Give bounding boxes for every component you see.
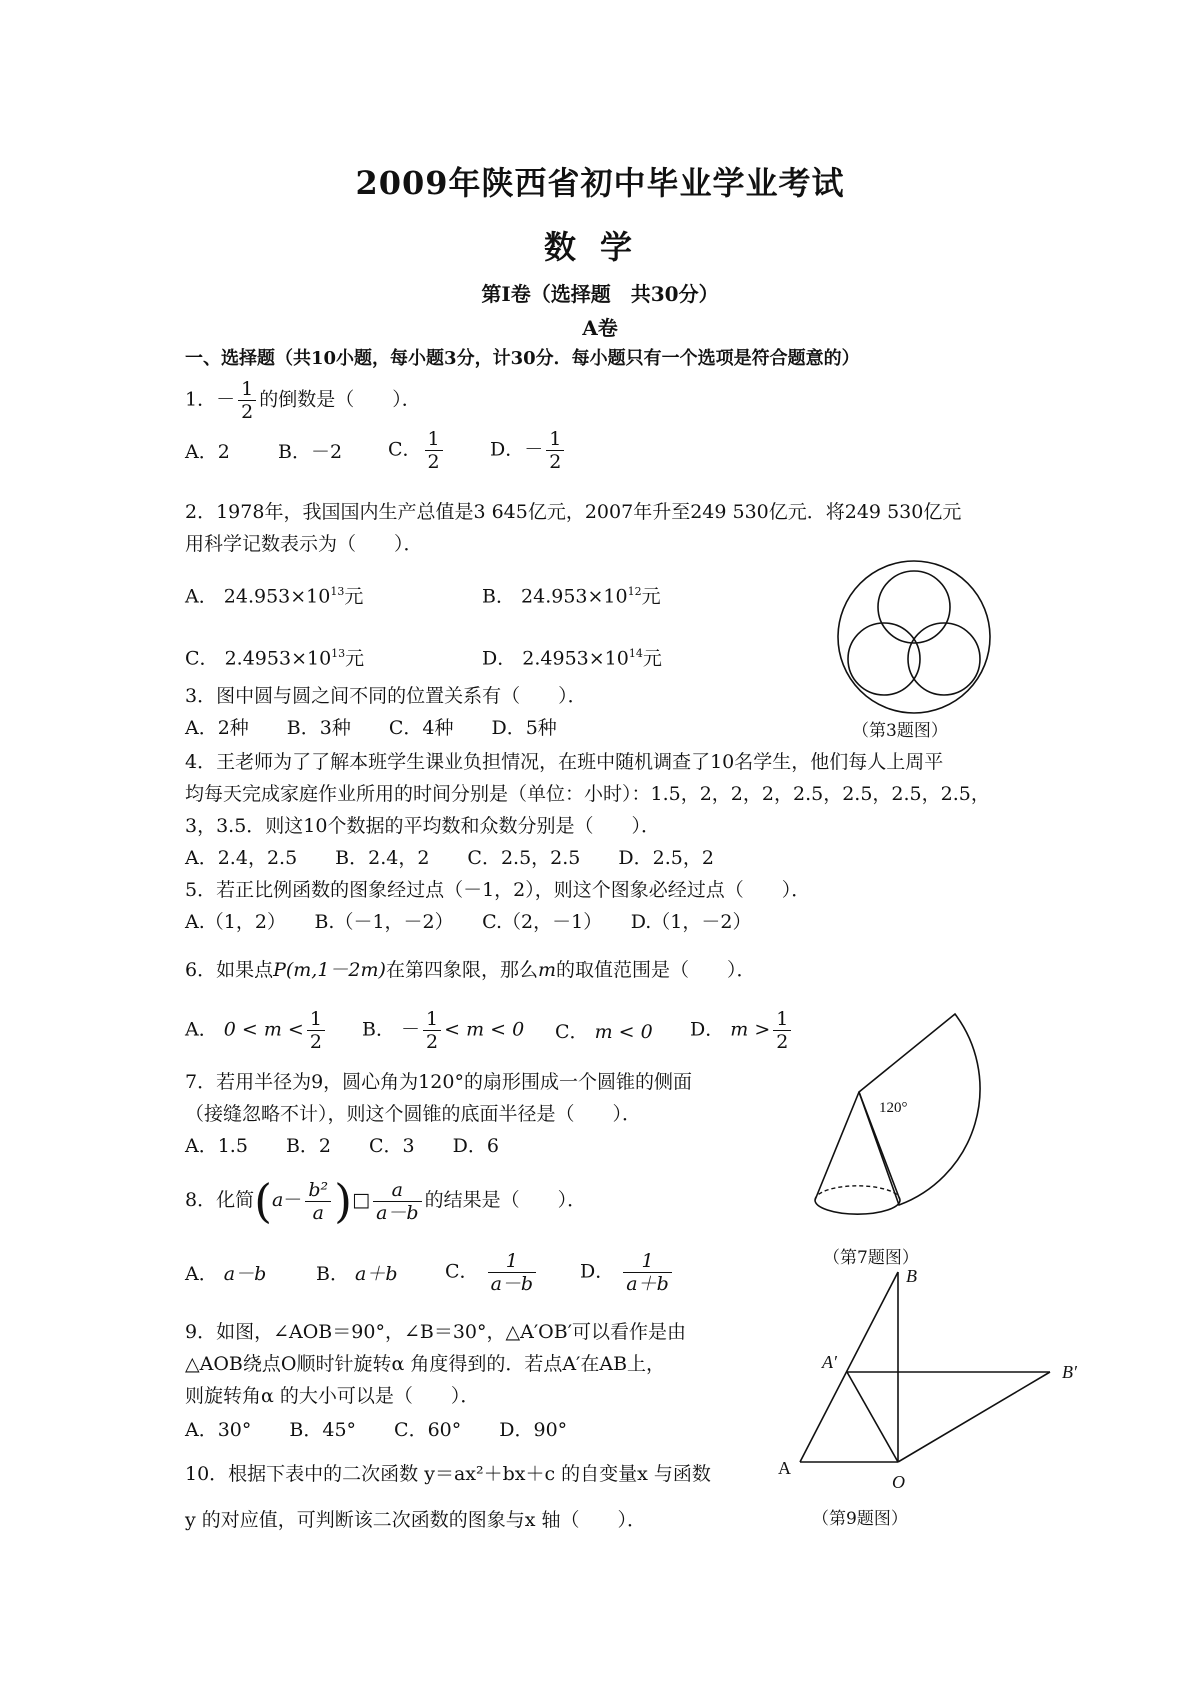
question-4-line-3: 3，3.5．则这10个数据的平均数和众数分别是（ ）．	[185, 815, 660, 837]
operator-glyph: □	[352, 1189, 371, 1211]
question-number: 1．	[185, 388, 217, 411]
question-8-option-a: A． a－b	[185, 1263, 267, 1285]
question-10-line-2: y 的对应值，可判断该二次函数的图象与x 轴（ ）．	[185, 1509, 647, 1531]
question-7-line-2: （接缝忽略不计），则这个圆锥的底面半径是（ ）．	[185, 1103, 642, 1125]
question-2-option-b: B． $24.953\times 10^{12}$元	[482, 585, 661, 608]
angle-label: 120°	[879, 1100, 908, 1116]
question-9-line-2: △AOB绕点O顺时针旋转α 角度得到的．若点A′在AB上，	[185, 1353, 666, 1375]
question-8-option-c: C． $\frac{1}{a-b}$	[445, 1250, 539, 1295]
question-1-option-a: A．2	[185, 441, 230, 463]
sector	[859, 1014, 980, 1205]
figure-q9-caption: （第9题图）	[812, 1509, 908, 1529]
question-9-line-1: 9．如图，∠AOB＝90°，∠B＝30°，△A′OB′可以看作是由	[185, 1321, 687, 1343]
question-8-option-d: D． $\frac{1}{a+b}$	[580, 1250, 675, 1295]
point-expression: P(m,1－2m)	[273, 959, 386, 981]
question-4-line-2: 均每天完成家庭作业所用的时间分别是（单位：小时）：1.5，2，2，2，2.5，2.5，2.5，2.5，	[185, 783, 990, 805]
cone-base-back	[815, 1186, 900, 1200]
segment-O-B-prime	[898, 1372, 1050, 1462]
question-2-line-2: 用科学记数表示为（ ）．	[185, 533, 423, 555]
figure-q9-triangles	[770, 1262, 1110, 1502]
section-heading: 一、选择题（共10小题，每小题3分，计30分．每小题只有一个选项是符合题意的）	[185, 348, 860, 369]
question-2-option-a: A． $24.953\times 10^{13}$元	[185, 585, 364, 608]
label-A-prime: A′	[822, 1352, 837, 1372]
question-7-line-1: 7．若用半径为9，圆心角为120°的扇形围成一个圆锥的侧面	[185, 1071, 692, 1093]
label-B: B	[906, 1266, 917, 1286]
question-3-options: A．2种 B．3种 C．4种 D．5种	[185, 717, 557, 739]
minus-sign: －	[216, 388, 236, 411]
segment-A-prime-O	[847, 1372, 898, 1462]
question-3: 3．图中圆与圆之间不同的位置关系有（ ）．	[185, 685, 587, 707]
question-10-line-1: 10．根据下表中的二次函数 y＝ax²＋bx＋c 的自变量x 与函数	[185, 1463, 711, 1485]
question-6-option-d: D． m > $\frac{1}{2}$	[690, 1008, 794, 1053]
question-9-options: A．30° B．45° C．60° D．90°	[185, 1419, 568, 1441]
paper-title: A卷	[582, 316, 618, 340]
question-4-options: A．2.4，2.5 B．2.4，2 C．2.5，2.5 D．2.5，2	[185, 847, 714, 869]
question-2-option-d: D． $2.4953\times 10^{14}$元	[482, 647, 662, 670]
question-5: 5．若正比例函数的图象经过点（－1，2），则这个图象必经过点（ ）．	[185, 879, 811, 901]
question-6: 6．如果点P(m,1－2m)在第四象限，那么m的取值范围是（ ）．	[185, 959, 756, 981]
part-title: 第Ⅰ卷（选择题 共30分）	[481, 282, 719, 306]
question-7-options: A．1.5 B．2 C．3 D．6	[185, 1135, 499, 1157]
question-6-option-c: C． m < 0	[555, 1021, 653, 1043]
segment-AB	[800, 1272, 898, 1462]
question-6-option-b: B． － $\frac{1}{2}$ < m < 0	[362, 1008, 525, 1053]
question-9-line-3: 则旋转角α 的大小可以是（ ）．	[185, 1385, 480, 1407]
figure-q3-caption: （第3题图）	[852, 721, 948, 741]
left-circle	[848, 623, 920, 695]
right-circle	[908, 623, 980, 695]
question-1-option-d: D．－ $\frac{1}{2}$	[490, 428, 567, 473]
label-B-prime: B′	[1062, 1362, 1077, 1382]
exam-title: 2009年陕西省初中毕业学业考试	[355, 164, 845, 202]
outer-circle	[838, 561, 990, 713]
cone-left-edge	[815, 1092, 859, 1200]
question-text: 的倒数是（ ）．	[259, 388, 421, 411]
figure-q7-sector-cone	[800, 1010, 1060, 1240]
question-5-options: A.（1，2） B.（－1，－2） C.（2，－1） D.（1，－2）	[185, 911, 752, 933]
question-8-option-b: B． a＋b	[316, 1263, 398, 1285]
top-circle	[878, 571, 950, 643]
question-1	[185, 378, 421, 423]
figure-q7-caption: （第7题图）	[823, 1248, 919, 1268]
fraction: $\frac{1}{2}$	[238, 378, 256, 423]
question-2-option-c: C． $2.4953\times 10^{13}$元	[185, 647, 365, 670]
label-O: O	[892, 1472, 905, 1492]
question-2-line-1: 2．1978年，我国国内生产总值是3 645亿元，2007年升至249 530亿元．将249 530亿元	[185, 501, 962, 523]
question-1-option-c: C． $\frac{1}{2}$	[388, 428, 446, 473]
label-A: A	[778, 1458, 791, 1478]
question-6-option-a: A． 0 < m < $\frac{1}{2}$	[185, 1008, 328, 1053]
subject-title: 数学	[543, 228, 656, 266]
question-4-line-1: 4．王老师为了了解本班学生课业负担情况，在班中随机调查了10名学生，他们每人上周平	[185, 751, 944, 773]
cone-base-front	[815, 1200, 900, 1214]
question-1-option-b: B．－2	[278, 441, 343, 463]
question-8: 8．化简(a－ $\frac{\text{b²}}{a}$ )□ $\frac{a}{a-b}$ 的结果是（ ）．	[185, 1174, 587, 1228]
figure-q3-circles	[834, 557, 994, 717]
